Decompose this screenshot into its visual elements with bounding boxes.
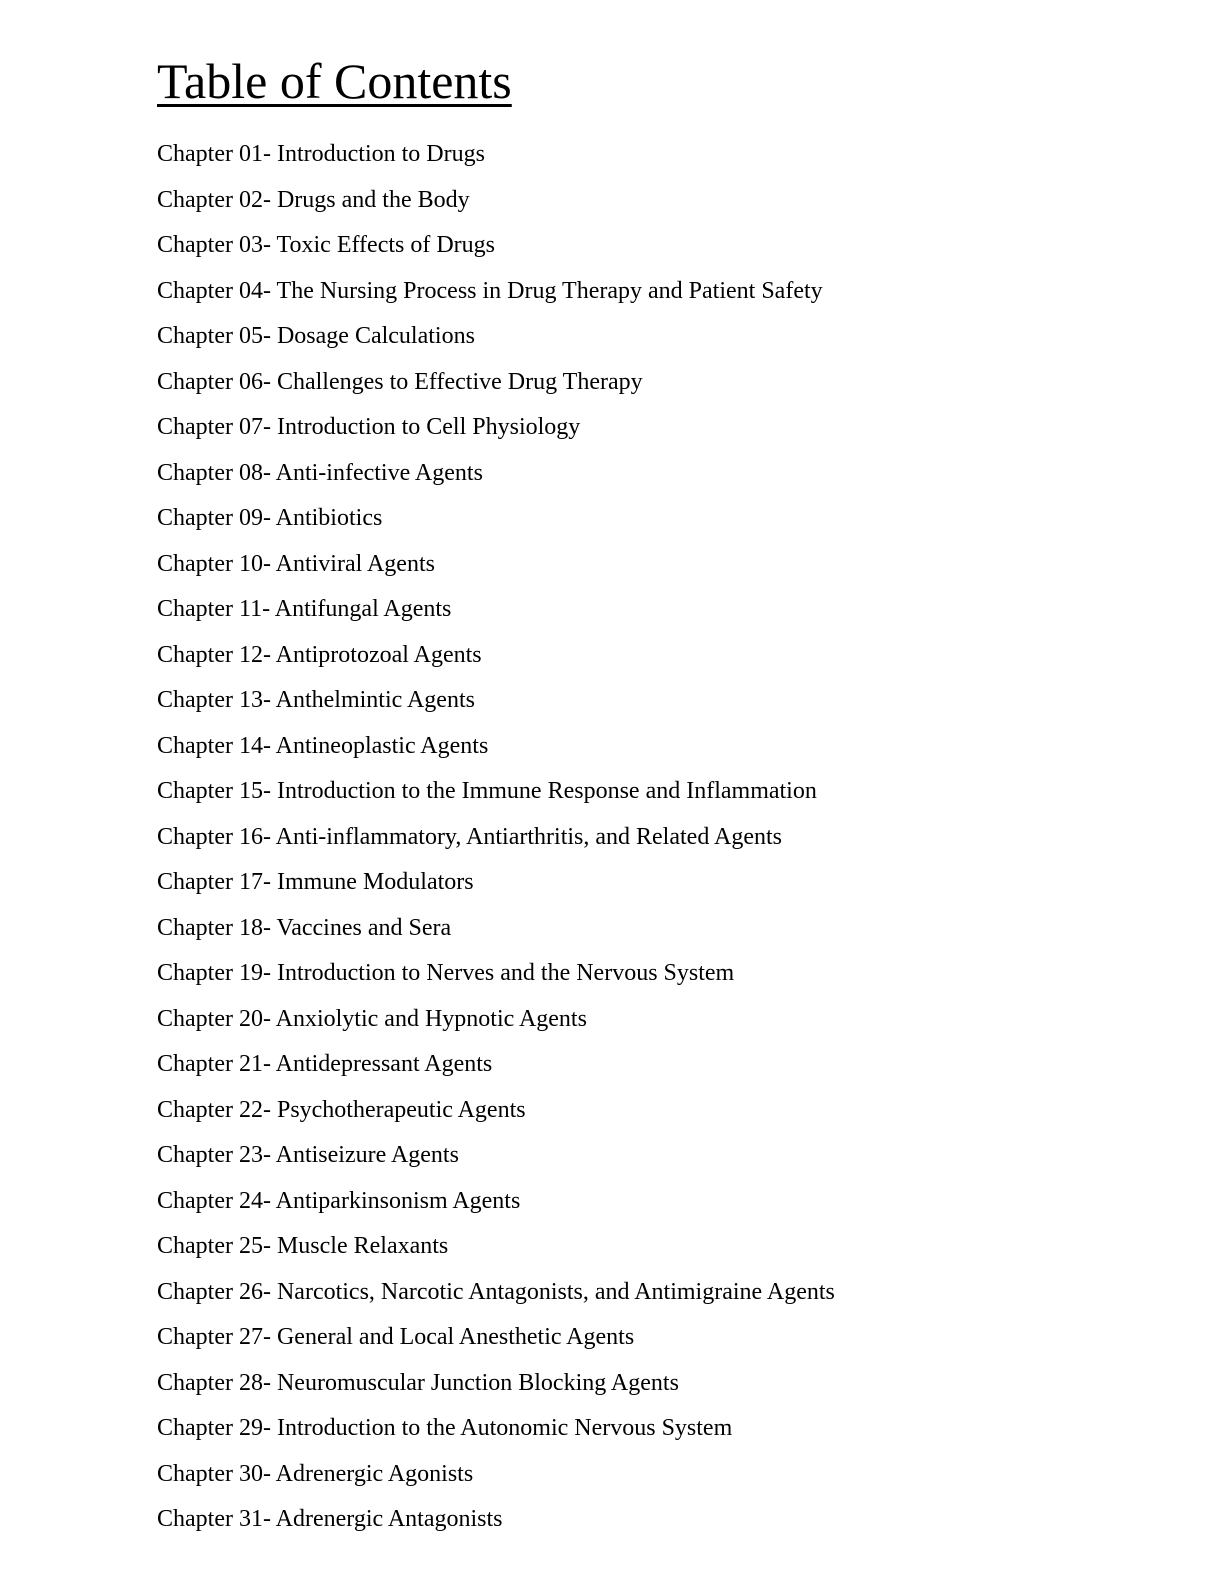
toc-item: Chapter 19- Introduction to Nerves and the Nervous System [157,960,735,986]
toc-item: Chapter 25- Muscle Relaxants [157,1233,449,1259]
toc-item: Chapter 18- Vaccines and Sera [157,914,452,941]
toc-item: Chapter 09- Antibiotics [157,505,383,531]
page-title: Table of Contents [157,53,512,109]
toc-item: Chapter 27- General and Local Anesthetic Agents [157,1324,635,1350]
toc-item: Chapter 04- The Nursing Process in Drug Therapy and Patient Safety [157,277,823,304]
toc-item: Chapter 11- Antifungal Agents [157,596,452,622]
toc-item: Chapter 13- Anthelmintic Agents [157,687,475,713]
toc-item: Chapter 14- Antineoplastic Agents [157,732,489,759]
toc-item: Chapter 17- Immune Modulators [157,869,474,895]
toc-item: Chapter 20- Anxiolytic and Hypnotic Agents [157,1005,587,1032]
toc-item: Chapter 01- Introduction to Drugs [157,141,485,167]
toc-item: Chapter 31- Adrenergic Antagonists [157,1506,503,1532]
toc-item: Chapter 22- Psychotherapeutic Agents [157,1096,526,1123]
toc-item: Chapter 26- Narcotics, Narcotic Antagonists, and Antimigraine Agents [157,1278,835,1305]
toc-item: Chapter 24- Antiparkinsonism Agents [157,1187,521,1214]
toc-item: Chapter 02- Drugs and the Body [157,186,470,213]
toc-item: Chapter 23- Antiseizure Agents [157,1142,459,1168]
toc-item: Chapter 16- Anti-inflammatory, Antiarthritis, and Related Agents [157,823,782,850]
toc-item: Chapter 06- Challenges to Effective Drug Therapy [157,368,643,395]
toc-item: Chapter 29- Introduction to the Autonomic Nervous System [157,1415,733,1441]
toc-item: Chapter 15- Introduction to the Immune Response and Inflammation [157,778,817,804]
toc-item: Chapter 12- Antiprotozoal Agents [157,641,482,668]
toc-item: Chapter 03- Toxic Effects of Drugs [157,232,496,258]
toc-item: Chapter 05- Dosage Calculations [157,323,475,349]
toc-item: Chapter 08- Anti-infective Agents [157,459,483,486]
toc-list [157,132,835,1543]
toc-item: Chapter 21- Antidepressant Agents [157,1051,493,1077]
toc-item: Chapter 28- Neuromuscular Junction Blocking Agents [157,1369,679,1396]
toc-item: Chapter 07- Introduction to Cell Physiology [157,414,581,440]
toc-item: Chapter 10- Antiviral Agents [157,550,435,577]
toc-item: Chapter 30- Adrenergic Agonists [157,1460,474,1487]
